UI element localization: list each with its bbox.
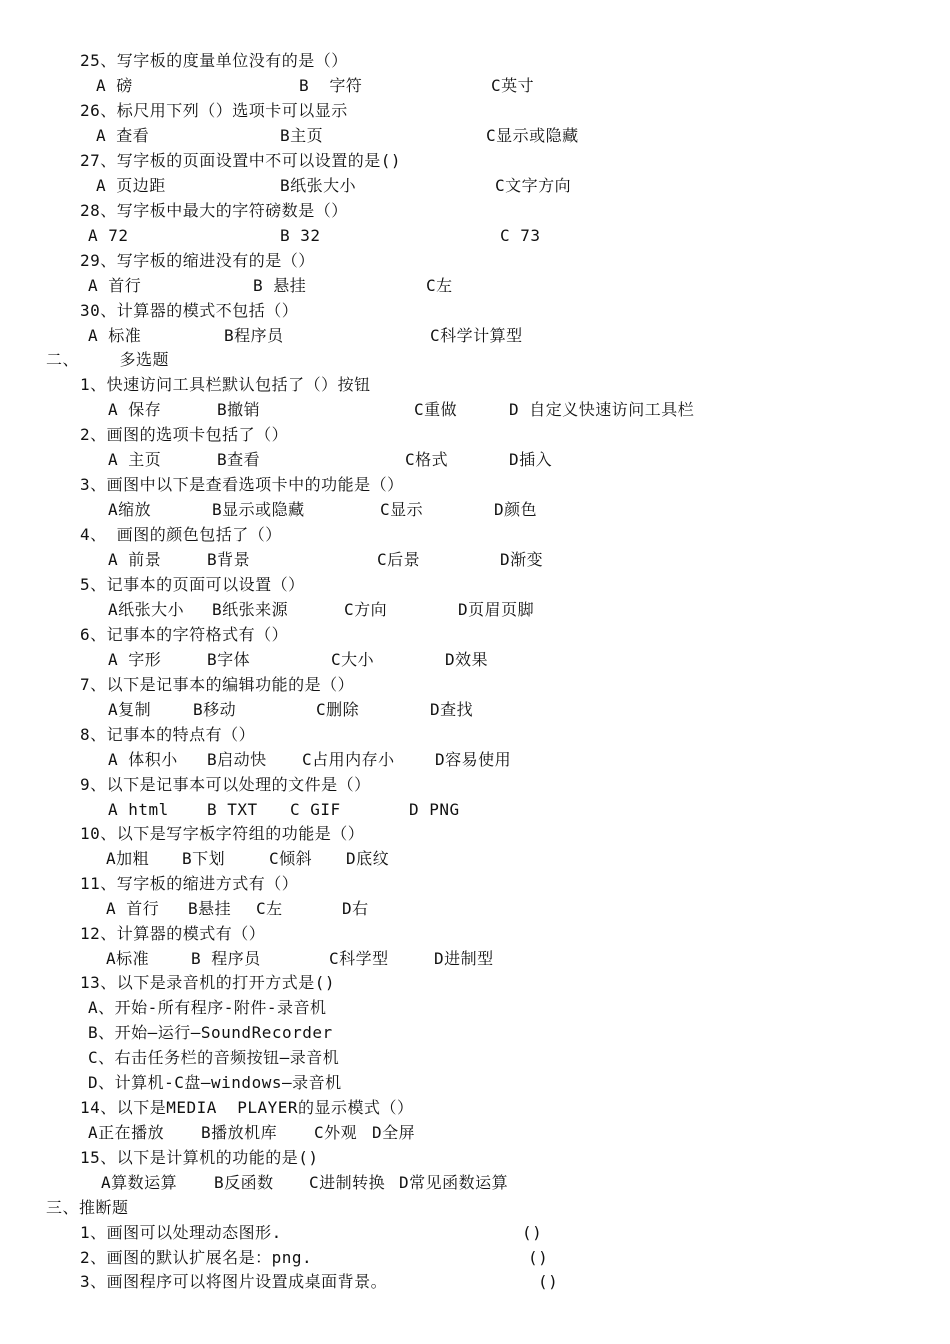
option-c: C进制转换 [309,1173,386,1192]
mc-question-4: 4、 画图的颜色包括了（） [80,525,282,544]
tf-blank-3: () [538,1272,559,1291]
mc-options-12 [106,948,906,970]
mc-question-8: 8、记事本的特点有（） [80,725,256,744]
option-a: A标准 [106,949,150,968]
mc-question-3: 3、画图中以下是查看选项卡中的功能是（） [80,475,404,494]
option-b: B背景 [207,550,251,569]
mc-options-4 [108,549,908,571]
option-c: C大小 [331,650,375,669]
option-a: A html [108,800,169,819]
mc-question-14: 14、以下是MEDIA PLAYER的显示模式（） [80,1098,414,1117]
options-30 [88,325,788,347]
option-b: B纸张来源 [212,600,289,619]
option-b: B 程序员 [191,949,261,968]
option-a: A 查看 [96,126,150,145]
option-b: B启动快 [207,750,267,769]
option-d: D插入 [509,450,553,469]
option-d: D底纹 [346,849,390,868]
mc-options-10 [106,848,906,870]
question-29: 29、写字板的缩进没有的是（） [80,251,315,270]
tf-blank-1: () [522,1223,543,1242]
mc-question-7: 7、以下是记事本的编辑功能的是（） [80,675,355,694]
option-a: A 字形 [108,650,162,669]
option-d: D常见函数运算 [399,1173,509,1192]
option-d: D效果 [445,650,489,669]
option-a: A 首行 [106,899,160,918]
option-a: A纸张大小 [108,600,185,619]
option-c: C删除 [316,700,360,719]
mc-question-2: 2、画图的选项卡包括了（） [80,425,289,444]
option-c: C外观 [314,1123,358,1142]
question-28: 28、写字板中最大的字符磅数是（） [80,201,348,220]
mc-options-1 [108,399,908,421]
option-a: A算数运算 [101,1173,178,1192]
option-a: A 主页 [108,450,162,469]
option-c: C左 [426,276,453,295]
options-25 [96,75,796,97]
mc-q13-option-c: C、右击任务栏的音频按钮—录音机 [88,1048,340,1067]
tf-question-1: 1、画图可以处理动态图形. [80,1223,282,1242]
option-c: C倾斜 [269,849,313,868]
option-a: A 标准 [88,326,142,345]
tf-blank-2: () [528,1248,549,1267]
option-b: B程序员 [224,326,284,345]
option-b: B 悬挂 [253,276,307,295]
options-28 [88,225,788,247]
option-a: A加粗 [106,849,150,868]
question-25: 25、写字板的度量单位没有的是（） [80,51,348,70]
option-b: B移动 [193,700,237,719]
option-a: A复制 [108,700,152,719]
option-c: C格式 [405,450,449,469]
option-b: B显示或隐藏 [212,500,305,519]
section-3-title: 三、推断题 [46,1198,129,1217]
option-d: D页眉页脚 [458,600,535,619]
mc-options-8 [108,749,908,771]
mc-options-2 [108,449,908,471]
mc-q13-option-d: D、计算机-C盘—windows—录音机 [88,1073,342,1092]
option-a: A正在播放 [88,1123,165,1142]
option-a: A 体积小 [108,750,178,769]
option-c: C科学计算型 [430,326,523,345]
mc-options-14 [88,1122,888,1144]
mc-question-1: 1、快速访问工具栏默认包括了（）按钮 [80,375,371,394]
option-d: D进制型 [434,949,494,968]
option-c: C科学型 [329,949,389,968]
option-d: D 自定义快速访问工具栏 [509,400,695,419]
options-29 [88,275,788,297]
option-b: B 32 [280,226,321,245]
option-a: A 前景 [108,550,162,569]
option-c: C后景 [377,550,421,569]
mc-options-3 [108,499,908,521]
option-d: D颜色 [494,500,538,519]
option-c: C显示或隐藏 [486,126,579,145]
option-c: C占用内存小 [302,750,395,769]
mc-options-15 [101,1172,901,1194]
mc-question-5: 5、记事本的页面可以设置（） [80,575,305,594]
option-b: B撤销 [217,400,261,419]
mc-question-11: 11、写字板的缩进方式有（） [80,874,299,893]
question-30: 30、计算器的模式不包括（） [80,301,299,320]
mc-options-7 [108,699,908,721]
mc-options-5 [108,599,908,621]
option-d: D容易使用 [435,750,512,769]
option-d: D右 [342,899,369,918]
mc-options-11 [106,898,906,920]
mc-q13-option-b: B、开始—运行—SoundRecorder [88,1023,333,1042]
option-d: D PNG [409,800,460,819]
option-b: B主页 [280,126,324,145]
option-c: C GIF [290,800,341,819]
option-a: A 首行 [88,276,142,295]
mc-question-6: 6、记事本的字符格式有（） [80,625,289,644]
option-a: A缩放 [108,500,152,519]
options-27 [96,175,796,197]
option-a: A 保存 [108,400,162,419]
mc-q13-option-a: A、开始-所有程序-附件-录音机 [88,998,327,1017]
option-c: C左 [256,899,283,918]
option-a: A 页边距 [96,176,166,195]
option-b: B下划 [182,849,226,868]
option-c: C 73 [500,226,541,245]
mc-question-15: 15、以下是计算机的功能的是() [80,1148,319,1167]
option-b: B查看 [217,450,261,469]
question-26: 26、标尺用下列（）选项卡可以显示 [80,101,348,120]
section-2-title: 二、 多选题 [46,350,170,369]
tf-question-3: 3、画图程序可以将图片设置成桌面背景。 [80,1272,388,1291]
option-b: B播放机库 [201,1123,278,1142]
mc-question-9: 9、以下是记事本可以处理的文件是（） [80,775,371,794]
option-c: C文字方向 [495,176,572,195]
option-d: D渐变 [500,550,544,569]
option-b: B反函数 [214,1173,274,1192]
option-c: C英寸 [491,76,535,95]
question-27: 27、写字板的页面设置中不可以设置的是() [80,151,402,170]
options-26 [96,125,796,147]
option-c: C方向 [344,600,388,619]
mc-question-12: 12、计算器的模式有（） [80,924,266,943]
mc-question-13: 13、以下是录音机的打开方式是() [80,973,336,992]
option-c: C重做 [414,400,458,419]
option-a: A 磅 [96,76,133,95]
option-a: A 72 [88,226,129,245]
option-b: B TXT [207,800,258,819]
option-b: B纸张大小 [280,176,357,195]
option-d: D全屏 [372,1123,416,1142]
option-b: B悬挂 [188,899,232,918]
option-d: D查找 [430,700,474,719]
option-b: B 字符 [299,76,363,95]
mc-options-6 [108,649,908,671]
option-b: B字体 [207,650,251,669]
mc-options-9 [108,799,908,821]
option-c: C显示 [380,500,424,519]
tf-question-2: 2、画图的默认扩展名是：png. [80,1248,313,1267]
mc-question-10: 10、以下是写字板字符组的功能是（） [80,824,365,843]
